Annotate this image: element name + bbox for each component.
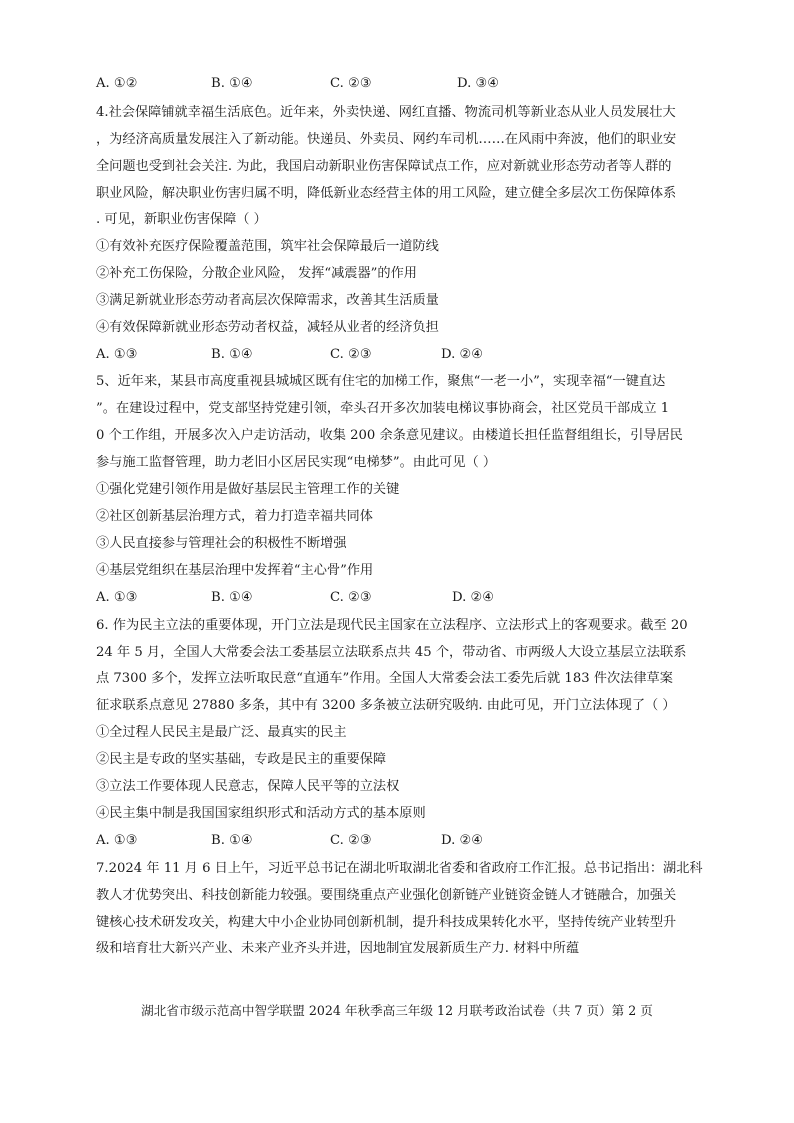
q5-statement: ④基层党组织在基层治理中发挥着“主心骨”作用 xyxy=(96,563,374,578)
q5-option-b: B. ①④ xyxy=(211,590,253,605)
q6-stem-line: 点 7300 多个，发挥立法听取民意“直通车”作用。全国人大常委会法工委先后就 183 件次法律草案 xyxy=(96,671,673,686)
q6-option-a: A. ①③ xyxy=(96,833,138,848)
q5-stem-line: 参与施工监督管理，助力老旧小区居民实现“电梯梦”。由此可见（ ） xyxy=(96,455,497,470)
q4-option-b: B. ①④ xyxy=(211,347,253,362)
q7-stem-line: 教人才优势突出、科技创新能力较强。要围绕重点产业强化创新链产业链资金链人才链融合，加强关 xyxy=(96,888,677,903)
q3-option-d: D. ③④ xyxy=(457,76,500,91)
q7-stem-line: 级和培育壮大新兴产业、未来产业齐头并进，因地制宜发展新质生产力. 材料中所蕴 xyxy=(96,941,580,956)
q4-statement: ④有效保障新就业形态劳动者权益，减轻从业者的经济负担 xyxy=(96,320,439,335)
q4-option-c: C. ②③ xyxy=(330,347,372,362)
q7-stem-line: 键核心技术研发攻关，构建大中小企业协同创新机制，提升科技成果转化水平，坚持传统产业转型升 xyxy=(96,915,677,930)
q6-option-b: B. ①④ xyxy=(211,833,253,848)
q6-statement: ②民主是专政的坚实基础，专政是民主的重要保障 xyxy=(96,752,387,767)
q6-option-d: D. ②④ xyxy=(441,833,484,848)
q4-option-d: D. ②④ xyxy=(441,347,484,362)
q6-stem-line: 24 年 5 月，全国人大常委会法工委基层立法联系点共 45 个，带动省、市两级人大设立基层立法联系 xyxy=(96,645,687,660)
q5-statement: ②社区创新基层治理方式，着力打造幸福共同体 xyxy=(96,509,373,524)
q5-stem-line: ”。在建设过程中，党支部坚持党建引领，牵头召开多次加装电梯议事协商会，社区党员干部成立 1 xyxy=(96,401,670,416)
q5-option-c: C. ②③ xyxy=(330,590,372,605)
q3-option-b: B. ①④ xyxy=(211,76,253,91)
q6-stem-line: 征求联系点意见 27880 多条，其中有 3200 多条被立法研究吸纳. 由此可见，开门立法体现了（ ） xyxy=(96,698,676,713)
q4-stem-line: 职业风险，解决职业伤害归属不明，降低新业态经营主体的用工风险，建立健全多层次工伤保障体系 xyxy=(96,186,677,201)
q3-option-a: A. ①② xyxy=(96,76,138,91)
q5-options xyxy=(96,589,706,607)
q5-stem-line: 5、近年来，某县市高度重视县城城区既有住宅的加梯工作，聚焦“一老一小”，实现幸福“一键直达 xyxy=(96,374,666,389)
q6-statement: ④民主集中制是我国国家组织形式和活动方式的基本原则 xyxy=(96,806,426,821)
q3-options xyxy=(96,75,706,93)
q6-statement: ①全过程人民民主是最广泛、最真实的民主 xyxy=(96,725,347,740)
q5-stem-line: 0 个工作组，开展多次入户走访活动，收集 200 余条意见建议。由楼道长担任监督组组长，引导居民 xyxy=(96,428,683,443)
q4-statement: ①有效补充医疗保险覆盖范围，筑牢社会保障最后一道防线 xyxy=(96,239,439,254)
q6-option-c: C. ②③ xyxy=(330,833,372,848)
q7-stem-line: 7.2024 年 11 月 6 日上午，习近平总书记在湖北听取湖北省委和省政府工作汇报。总书记指出：湖北科 xyxy=(96,861,703,876)
q6-stem-line: 6. 作为民主立法的重要体现，开门立法是现代民主国家在立法程序、立法形式上的客观要求。截至 20 xyxy=(96,618,688,633)
q4-stem-line: 全问题也受到社会关注. 为此，我国启动新职业伤害保障试点工作，应对新就业形态劳动者等人群的 xyxy=(96,159,672,174)
q6-statement: ③立法工作要体现人民意志，保障人民平等的立法权 xyxy=(96,779,400,794)
q4-options xyxy=(96,346,706,364)
q4-statement: ②补充工伤保险，分散企业风险， 发挥“减震器”的作用 xyxy=(96,266,417,281)
q3-option-c: C. ②③ xyxy=(330,76,372,91)
q4-statement: ③满足新就业形态劳动者高层次保障需求，改善其生活质量 xyxy=(96,293,439,308)
page-footer: 湖北省市级示范高中智学联盟 2024 年秋季高三年级 12 月联考政治试卷（共 7 页）第 2 页 xyxy=(141,1003,653,1018)
q5-statement: ③人民直接参与管理社会的积极性不断增强 xyxy=(96,536,347,551)
q5-option-a: A. ①③ xyxy=(96,590,138,605)
q4-stem-line: . 可见，新职业伤害保障（ ） xyxy=(96,212,267,227)
q5-option-d: D. ②④ xyxy=(452,590,495,605)
q4-stem-line: ，为经济高质量发展注入了新动能。快递员、外卖员、网约车司机……在风雨中奔波，他们的职业安 xyxy=(96,132,677,147)
q4-option-a: A. ①③ xyxy=(96,347,138,362)
q5-statement: ①强化党建引领作用是做好基层民主管理工作的关键 xyxy=(96,482,400,497)
q4-stem-line: 4.社会保障铺就幸福生活底色。近年来，外卖快递、网红直播、物流司机等新业态从业人员发展壮大 xyxy=(96,105,676,120)
q6-options xyxy=(96,832,706,850)
